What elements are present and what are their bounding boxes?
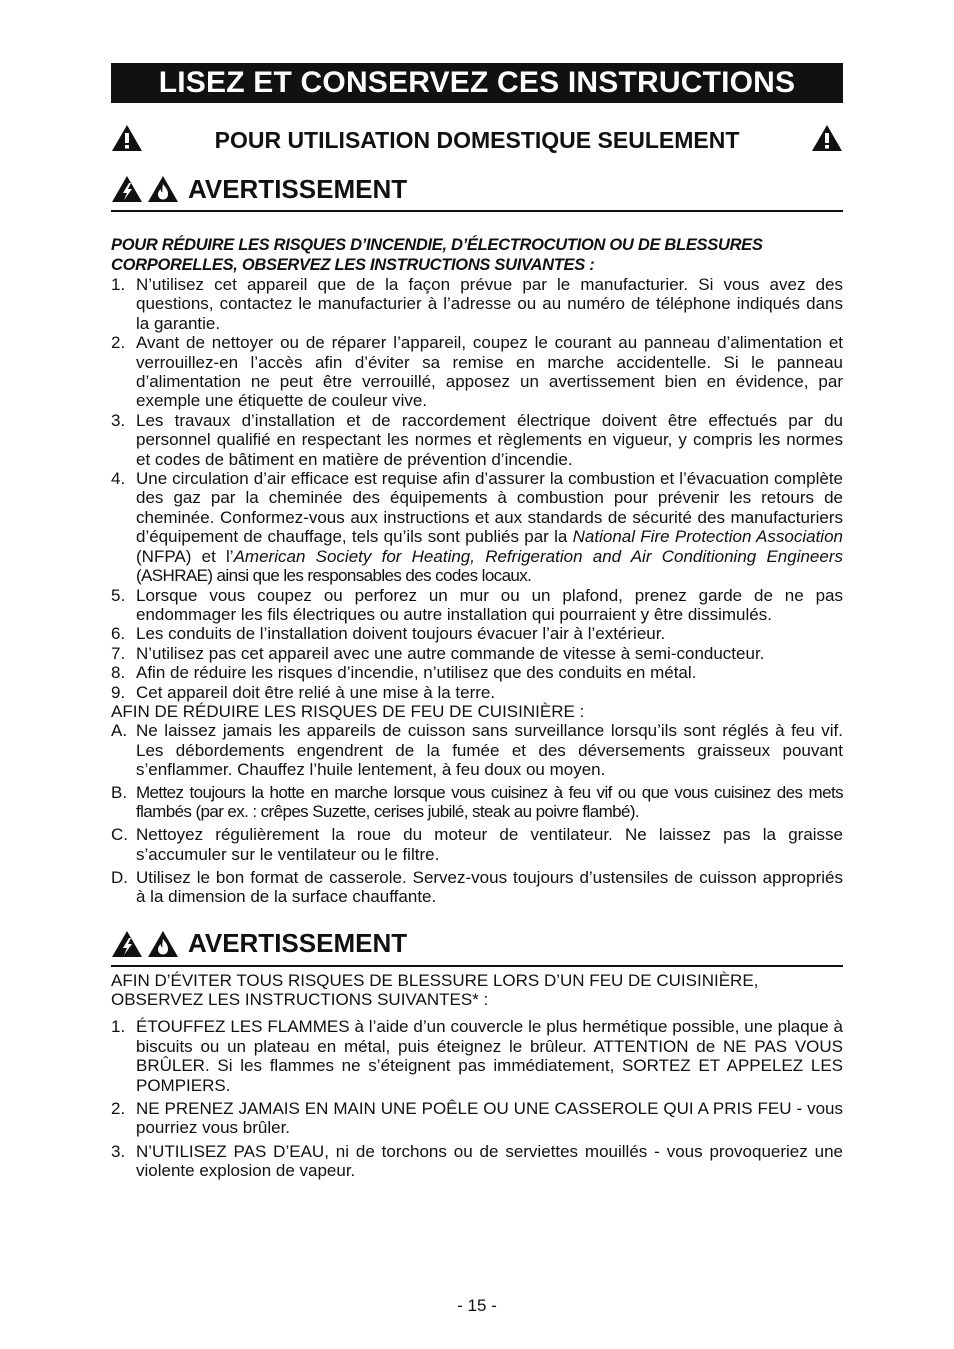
warning-title: AVERTISSEMENT bbox=[188, 173, 408, 204]
list-item: 4. Une circulation d’air efficace est requise afin d’assurer la combustion et l’évacuation complète des gaz par la cheminée des équipements à combustion pour prévenir les retours de cheminée. Conformez-vous aux instructions et aux standards de sécurité des manufacturiers d’équipement de chauffage, tels qu’ils sont publiés par la National Fire Protection Association (NFPA) et l’American Society for Heating, Refrigeration and Air Conditioning Engineers (ASHRAE) ainsi que les responsables des codes locaux. bbox=[111, 469, 843, 586]
list-item: C. Nettoyez régulièrement la roue du moteur de ventilateur. Ne laissez pas la graisse s’accumuler sur le ventilateur ou le filtre. bbox=[111, 825, 843, 864]
list-item: 5. Lorsque vous coupez ou perforez un mur ou un plafond, prenez garde de ne pas endommager les fils électriques ou autre installation qui pourraient y être dissimulés. bbox=[111, 585, 843, 624]
warning-triangle-icon bbox=[111, 124, 143, 152]
warning-header bbox=[111, 170, 843, 212]
list-item: 7. N’utilisez pas cet appareil avec une autre commande de vitesse à semi-conducteur. bbox=[111, 643, 765, 663]
list-item: 8. Afin de réduire les risques d’incendie, n’utilisez que des conduits en métal. bbox=[111, 663, 697, 683]
list-item: 9. Cet appareil doit être relié à une mise à la terre. bbox=[111, 682, 496, 702]
list-item: 1. ÉTOUFFEZ LES FLAMMES à l’aide d’un couvercle le plus hermétique possible, une plaque à biscuits ou un plateau en métal, puis éteignez le brûleur. ATTENTION de NE PAS VOUS BRÛLER. Si les flammes ne s’éteignent pas immédiatement, SORTEZ ET APPELEZ LES POMPIERS. bbox=[111, 1017, 843, 1095]
list-item: 3. Les travaux d’installation et de raccordement électrique doivent être effectués par du personnel qualifié en respectant les normes et règlements en vigueur, y compris les normes et codes de bâtiment en matière de prévention d’incendie. bbox=[111, 410, 843, 469]
banner-title: LISEZ ET CONSERVEZ CES INSTRUCTIONS bbox=[111, 63, 843, 103]
electric-shock-icon bbox=[111, 175, 143, 203]
warning-triangle-icon bbox=[811, 124, 843, 152]
fire-intro: AFIN DE RÉDUIRE LES RISQUES DE FEU DE CUISINIÈRE : bbox=[111, 701, 585, 721]
fire-icon bbox=[147, 930, 179, 958]
domestic-notice bbox=[111, 120, 843, 160]
list-item: 6. Les conduits de l’installation doivent toujours évacuer l’air à l’extérieur. bbox=[111, 624, 666, 644]
fire-icon bbox=[147, 175, 179, 203]
list-item: 2. NE PRENEZ JAMAIS EN MAIN UNE POÊLE OU UNE CASSEROLE QUI A PRIS FEU - vous pourriez vous brûler. bbox=[111, 1098, 843, 1138]
page-number: - 15 - bbox=[457, 1296, 497, 1315]
warning-header bbox=[111, 925, 843, 967]
safety-instructions-list bbox=[111, 275, 843, 702]
warning-title: AVERTISSEMENT bbox=[188, 928, 408, 958]
list-item: 3. N’UTILISEZ PAS D’EAU, ni de torchons ou de serviettes mouillés - vous provoqueriez une violente explosion de vapeur. bbox=[111, 1141, 843, 1181]
domestic-notice-text: POUR UTILISATION DOMESTIQUE SEULEMENT bbox=[214, 126, 740, 153]
list-item: 2. Avant de nettoyer ou de réparer l’appareil, coupez le courant au panneau d’alimentation et verrouillez-en l’accès afin d’éviter sa remise en marche accidentelle. Si le panneau d’alimentation ne peut être verrouillé, apposez un avertissement bien en évidence, par exemple une étiquette de couleur vive. bbox=[111, 333, 843, 411]
list-item: D. Utilisez le bon format de casserole. Servez-vous toujours d’ustensiles de cuisson appropriés à la dimension de la surface chauffante. bbox=[111, 867, 843, 907]
electric-shock-icon bbox=[111, 930, 143, 958]
manual-page bbox=[111, 63, 843, 1185]
fire-response-list bbox=[111, 1017, 843, 1180]
list-item: B. Mettez toujours la hotte en marche lorsque vous cuisinez à feu vif ou que vous cuisinez des mets flambés (par ex. : crêpes Suzette, cerises jubilé, steak au poivre flambé). bbox=[111, 783, 843, 822]
warning-lead: AFIN D’ÉVITER TOUS RISQUES DE BLESSURE LORS D’UN FEU DE CUISINIÈRE, OBSERVEZ LES INSTRUCTIONS SUIVANTES* : bbox=[111, 970, 759, 1009]
list-item: 1. N’utilisez cet appareil que de la façon prévue par le manufacturier. Si vous avez des questions, contactez le manufacturier à l’adresse ou au numéro de téléphone indiqués dans la garantie. bbox=[111, 275, 843, 333]
list-item: A. Ne laissez jamais les appareils de cuisson sans surveillance lorsqu’ils sont réglés à feu vif. Les débordements engendrent de la fumée et des déversements graisseux pouvant s’enflammer. Chauffez l’huile lentement, à feu doux ou moyen. bbox=[111, 721, 843, 780]
warning-lead: POUR RÉDUIRE LES RISQUES D’INCENDIE, D’ÉLECTROCUTION OU DE BLESSURES CORPORELLES, OBSERVEZ LES INSTRUCTIONS SUIVANTES : bbox=[111, 236, 763, 274]
cooking-fire-list bbox=[111, 721, 843, 906]
